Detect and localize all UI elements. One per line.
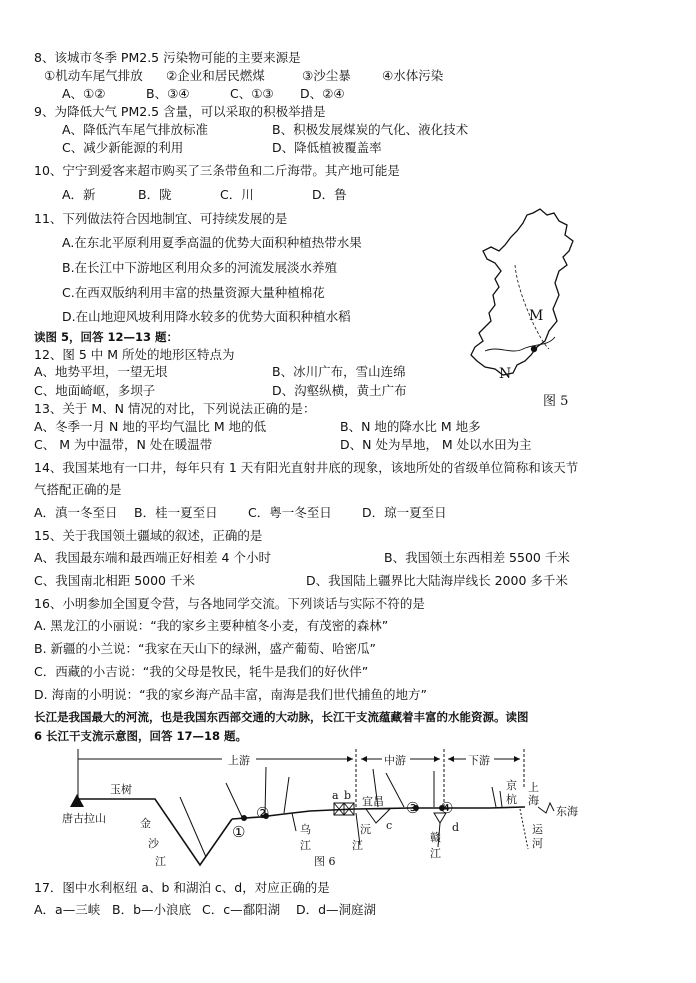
marker-4: ④ (440, 799, 454, 817)
intro-figure5: 读图 5，回答 12—13 题： (34, 330, 179, 344)
q9-option-a: A、降低汽车尾气排放标准 (62, 122, 209, 137)
label-m: M (529, 308, 544, 324)
q10-stem: 10、宁宁到爱客来超市购买了三条带鱼和二斤海带。其产地可能是 (34, 163, 400, 178)
marker-b: b (344, 789, 352, 802)
q13-option-c: C、 M 为中温带，N 处在暖温带 (34, 437, 213, 452)
label-wujiang-1: 乌 (300, 823, 311, 836)
q16-option-a: A. 黑龙江的小丽说：“我的家乡主要种植冬小麦，有茂密的森林” (34, 618, 389, 633)
q14-stem-line1: 14、我国某地有一口井，每年只有 1 天有阳光直射井底的现象，该地所处的省级单位简称和该天节 (34, 460, 579, 475)
q14-stem-line2: 气搭配正确的是 (34, 482, 122, 497)
marker-c: c (386, 819, 393, 832)
marker-d: d (452, 821, 460, 834)
label-jinghang-2: 杭 (506, 793, 517, 806)
label-tanggula: 唐古拉山 (62, 812, 106, 825)
q17-option-a: A．a—三峡 (34, 902, 101, 917)
q14-option-c: C．粤一冬至日 (248, 505, 332, 520)
location-dot (531, 346, 537, 352)
label-yuanjiang-1: 沅 (360, 823, 371, 836)
q15-option-d: D、我国陆上疆界比大陆海岸线长 2000 多千米 (306, 573, 568, 588)
q8-item-4: ④水体污染 (382, 68, 444, 83)
label-donghai: 东海 (556, 805, 578, 818)
q11-option-b: B.在长江中下游地区利用众多的河流发展淡水养殖 (62, 260, 338, 275)
q10-option-d: D．鲁 (312, 187, 347, 202)
q16-option-d: D. 海南的小明说：“我的家乡海产品丰富，南海是我们世代捕鱼的地方” (34, 687, 428, 702)
q12-option-c: C、地面崎岖，多坝子 (34, 383, 156, 398)
q12-option-b: B、冰川广布，雪山连绵 (272, 364, 406, 379)
q17-option-c: C．c—鄱阳湖 (202, 902, 281, 917)
q16-option-c: C．西藏的小吉说：“我的父母是牧民，牦牛是我们的好伙伴” (34, 664, 369, 679)
q8-option-a: A、①② (62, 86, 106, 101)
label-ganjiang-2: 江 (430, 847, 441, 860)
marker-a: a (332, 789, 339, 802)
q11-option-c: C.在西双版纳利用丰富的热量资源大量种植棉花 (62, 285, 325, 300)
label-jinsha-1: 金 (140, 817, 151, 830)
label-n: N (499, 366, 512, 382)
inner-boundary (485, 337, 555, 351)
label-yuanjiang-2: 江 (352, 839, 363, 852)
figure6-diagram (60, 747, 578, 872)
q13-option-d: D、N 处为旱地， M 处以水田为主 (340, 437, 532, 452)
q13-option-b: B、N 地的降水比 M 地多 (340, 419, 481, 434)
marker-2: ② (256, 804, 270, 822)
q9-option-c: C、减少新能源的利用 (62, 140, 184, 155)
jinsha-river (112, 799, 232, 865)
q9-option-d: D、降低植被覆盖率 (272, 140, 382, 155)
q14-option-d: D．琼一夏至日 (362, 505, 447, 520)
label-shanghai-2: 海 (528, 794, 539, 807)
label-yunhe-2: 河 (532, 837, 543, 850)
marker-3: ③ (406, 799, 420, 817)
intro-figure6-line1: 长江是我国最大的河流，也是我国东西部交通的大动脉，长江干支流蕴藏着丰富的水能资源。读图 (34, 710, 529, 724)
q15-option-a: A、我国最东端和最西端正好相差 4 个小时 (34, 550, 271, 565)
q8-item-1: ①机动车尾气排放 (44, 68, 143, 83)
mountain-icon (70, 794, 84, 807)
q8-option-c: C、①③ (230, 86, 274, 101)
q8-item-3: ③沙尘暴 (302, 68, 351, 83)
intro-figure6-line2: 6 长江干支流示意图，回答 17—18 题。 (34, 729, 248, 743)
figure6-caption: 图 6 (314, 855, 336, 868)
q11-option-a: A.在东北平原利用夏季高温的优势大面积种植热带水果 (62, 235, 362, 250)
q11-option-d: D.在山地迎风坡利用降水较多的优势大面积种植水稻 (62, 309, 351, 324)
q13-stem: 13、关于 M、N 情况的对比，下列说法正确的是： (34, 401, 316, 416)
q16-stem: 16、小明参加全国夏令营，与各地同学交流。下列谈话与实际不符的是 (34, 596, 425, 611)
q10-option-b: B．陇 (138, 187, 172, 202)
label-yunhe-1: 运 (532, 823, 543, 836)
section-upper: 上游 (228, 754, 250, 767)
section-lower: 下游 (468, 754, 490, 767)
q17-option-d: D．d—洞庭湖 (296, 902, 377, 917)
q12-option-d: D、沟壑纵横，黄土广布 (272, 383, 407, 398)
q8-item-2: ②企业和居民燃煤 (166, 68, 265, 83)
label-yushu: 玉树 (110, 783, 132, 796)
q11-stem: 11、下列做法符合因地制宜、可持续发展的是 (34, 211, 288, 226)
q13-option-a: A、冬季一月 N 地的平均气温比 M 地的低 (34, 419, 267, 434)
q17-stem: 17．图中水利枢纽 a、b 和湖泊 c、d，对应正确的是 (34, 880, 330, 895)
q9-stem: 9、为降低大气 PM2.5 含量，可以采取的积极举措是 (34, 104, 326, 119)
river (515, 265, 549, 349)
label-jinghang-1: 京 (506, 779, 517, 792)
q14-option-b: B．桂一夏至日 (134, 505, 218, 520)
figure5-caption: 图 5 (543, 394, 569, 409)
q14-option-a: A．滇一冬至日 (34, 505, 118, 520)
label-shanghai-1: 上 (528, 781, 539, 794)
q17-option-b: B．b—小浪底 (112, 902, 192, 917)
q15-option-c: C、我国南北相距 5000 千米 (34, 573, 195, 588)
q12-stem: 12、图 5 中 M 所处的地形区特点为 (34, 347, 235, 362)
section-middle: 中游 (384, 754, 406, 767)
q16-option-b: B. 新疆的小兰说：“我家在天山下的绿洲，盛产葡萄、哈密瓜” (34, 641, 376, 656)
q8-option-b: B、③④ (146, 86, 190, 101)
q10-option-a: A．新 (62, 187, 96, 202)
q8-stem: 8、该城市冬季 PM2.5 污染物可能的主要来源是 (34, 50, 301, 65)
label-ganjiang-1: 赣 (430, 831, 441, 844)
label-wujiang-2: 江 (300, 839, 311, 852)
label-jinsha-3: 江 (155, 855, 166, 868)
marker-1: ① (232, 823, 246, 841)
label-yichang: 宜昌 (362, 795, 384, 808)
figure5-map (455, 205, 595, 410)
q15-stem: 15、关于我国领土疆域的叙述，正确的是 (34, 528, 263, 543)
q8-option-d: D、②④ (300, 86, 345, 101)
q15-option-b: B、我国领土东西相差 5500 千米 (384, 550, 570, 565)
label-jinsha-2: 沙 (148, 837, 159, 850)
q10-option-c: C．川 (220, 187, 254, 202)
q12-option-a: A、地势平坦，一望无垠 (34, 364, 168, 379)
q9-option-b: B、积极发展煤炭的气化、液化技术 (272, 122, 469, 137)
